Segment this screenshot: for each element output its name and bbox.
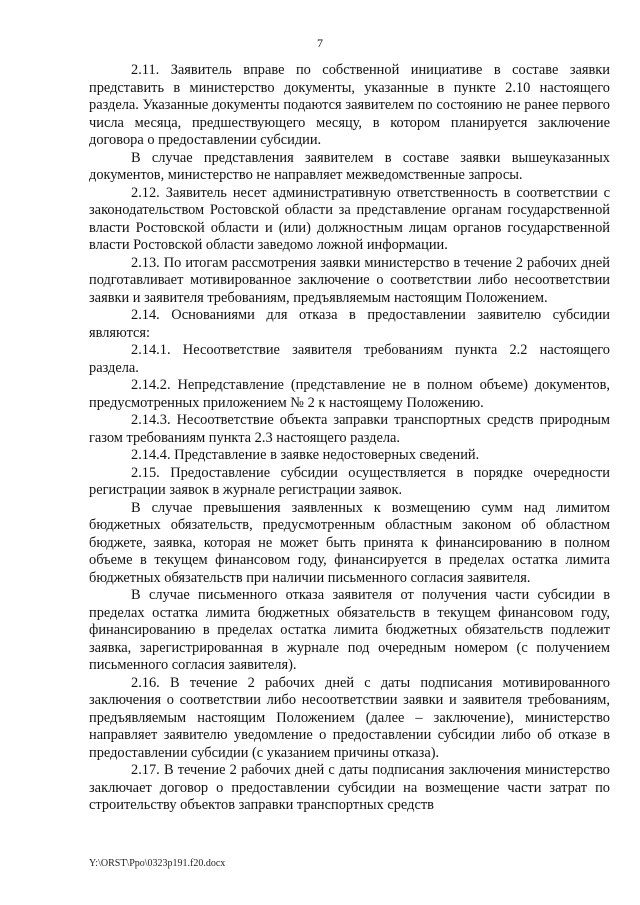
paragraph-2-13: 2.13. По итогам рассмотрения заявки министерство в течение 2 рабочих дней подготавливает мотивированное заключение о соответствии либо несоответствии заявки и заявителя требованиям, предъявляемым настоящим Положением. bbox=[89, 254, 610, 306]
paragraph-2-14-4: 2.14.4. Представление в заявке недостоверных сведений. bbox=[131, 447, 480, 463]
paragraph-2-14: 2.14. Основаниями для отказа в предоставлении заявителю субсидии являются: bbox=[89, 307, 610, 341]
page-number: 7 bbox=[317, 36, 323, 50]
document-body bbox=[89, 62, 610, 815]
paragraph-2-15: 2.15. Предоставление субсидии осуществляется в порядке очередности регистрации заявок в журнале регистрации заявок. bbox=[89, 464, 610, 498]
paragraph-2-11: 2.11. Заявитель вправе по собственной инициативе в составе заявки представить в министерство документы, указанные в пункте 2.10 настоящего раздела. Указанные документы подаются заявителем по состоянию не ранее первого числа месяца, предшествующего месяцу, в котором планируется заключение договора о предоставлении субсидии. bbox=[89, 62, 610, 148]
paragraph-2-15-excess: В случае превышения заявленных к возмещению сумм над лимитом бюджетных обязательств, предусмотренным областным законом об областном бюджете, заявка, которая не может быть принята к финансированию в полном объеме в текущем финансовом году, финансируется в пределах остатка лимита бюджетных обязательств при наличии письменного согласия заявителя. bbox=[89, 499, 610, 586]
footer-file-path: Y:\ORST\Ppo\0323p191.f20.docx bbox=[89, 858, 226, 869]
paragraph-2-14-3: 2.14.3. Несоответствие объекта заправки транспортных средств природным газом требованиям пункта 2.3 настоящего раздела. bbox=[89, 412, 610, 446]
paragraph-2-17: 2.17. В течение 2 рабочих дней с даты подписания заключения министерство заключает договор о предоставлении субсидии на возмещение части затрат по строительству объектов заправки транспортных средств bbox=[89, 762, 610, 813]
paragraph-2-14-1: 2.14.1. Несоответствие заявителя требованиям пункта 2.2 настоящего раздела. bbox=[89, 342, 610, 376]
paragraph-2-16: 2.16. В течение 2 рабочих дней с даты подписания мотивированного заключения о соответствии либо несоответствии заявки и заявителя требованиям, предъявляемым настоящим Положением (далее – заключение), министерство направляет заявителю уведомление о предоставлении субсидии либо об отказе в предоставлении субсидии (с указанием причины отказа). bbox=[89, 674, 610, 761]
paragraph-2-12: 2.12. Заявитель несет административную ответственность в соответствии с законодательством Ростовской области за представление органам государственной власти Ростовской области и (или) должностным лицам органов государственной власти Ростовской области заведомо ложной информации. bbox=[89, 184, 610, 253]
paragraph-2-15-refusal: В случае письменного отказа заявителя от получения части субсидии в пределах остатка лимита бюджетных обязательств в текущем финансовом году, финансированию в пределах остатка лимита бюджетных обязательств подлежит заявка, зарегистрированная в журнале под очередным номером (с получением письменного согласия заявителя). bbox=[89, 587, 610, 673]
paragraph-2-11-note: В случае представления заявителем в составе заявки вышеуказанных документов, министерство не направляет межведомственные запросы. bbox=[89, 149, 610, 183]
paragraph-2-14-2: 2.14.2. Непредставление (представление не в полном объеме) документов, предусмотренных приложением № 2 к настоящему Положению. bbox=[89, 377, 610, 411]
